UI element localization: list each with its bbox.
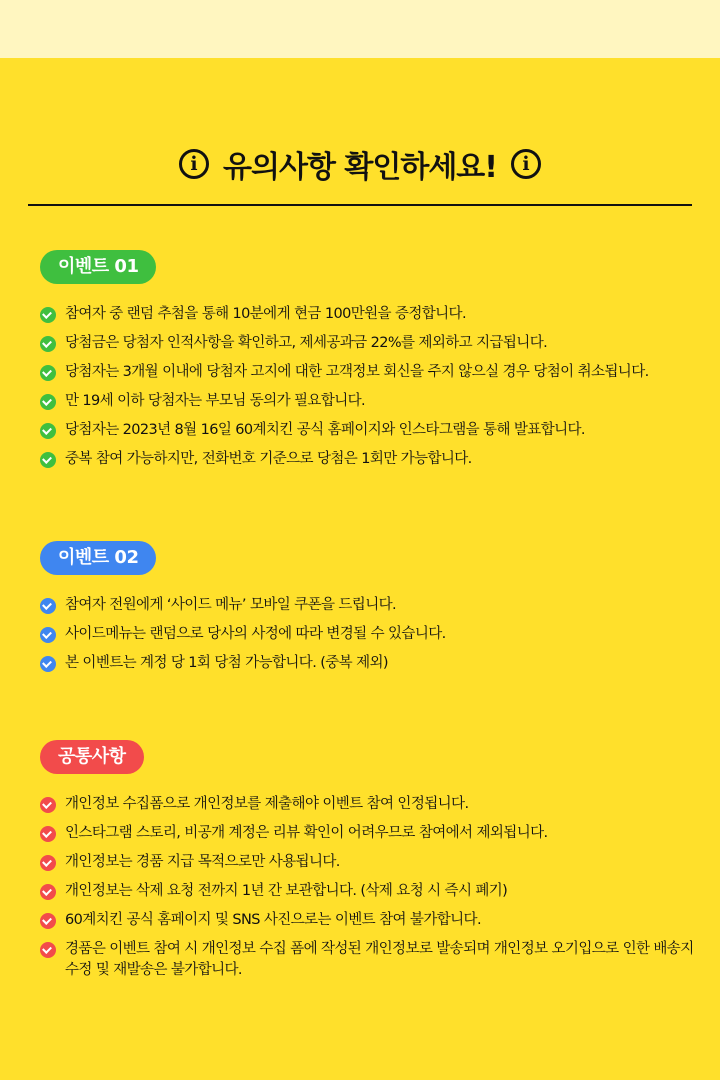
list-item (40, 333, 700, 354)
list-item-text: 개인정보는 경품 지급 목적으로만 사용됩니다. (65, 854, 340, 870)
event-01-list (40, 304, 700, 470)
list-item (40, 881, 700, 902)
check-circle-icon (40, 394, 56, 410)
list-item (40, 595, 700, 616)
check-circle-icon (40, 656, 56, 672)
common-notes-badge: 공통사항 (40, 740, 144, 774)
list-item-text: 당첨자는 3개월 이내에 당첨자 고지에 대한 고객정보 회신을 주지 않으실 경우 당첨이 취소됩니다. (65, 364, 649, 380)
common-notes-section (40, 740, 700, 989)
check-circle-icon (40, 855, 56, 871)
list-item-text: 당첨자는 2023년 8월 16일 60계치킨 공식 홈페이지와 인스타그램을 통해 발표합니다. (65, 422, 585, 438)
info-icon: i (179, 149, 209, 179)
list-item-text: 참여자 전원에게 ‘사이드 메뉴’ 모바일 쿠폰을 드립니다. (65, 597, 397, 613)
list-item-text: 본 이벤트는 계정 당 1회 당첨 가능합니다. (중복 제외) (65, 655, 388, 671)
event-01-badge: 이벤트 01 (40, 250, 156, 284)
check-circle-icon (40, 826, 56, 842)
check-circle-icon (40, 307, 56, 323)
list-item (40, 362, 700, 383)
list-item (40, 653, 700, 674)
list-item-text: 중복 참여 가능하지만, 전화번호 기준으로 당첨은 1회만 가능합니다. (65, 451, 472, 467)
top-band (0, 0, 720, 58)
event-02-list (40, 595, 700, 674)
list-item-text: 60계치킨 공식 홈페이지 및 SNS 사진으로는 이벤트 참여 불가합니다. (65, 912, 481, 928)
list-item (40, 624, 700, 645)
common-notes-list (40, 794, 700, 981)
list-item-text: 개인정보는 삭제 요청 전까지 1년 간 보관합니다. (삭제 요청 시 즉시 폐기) (65, 883, 508, 899)
list-item (40, 823, 700, 844)
list-item-text: 당첨금은 당첨자 인적사항을 확인하고, 제세공과금 22%를 제외하고 지급됩니다. (65, 335, 548, 351)
check-circle-icon (40, 365, 56, 381)
check-circle-icon (40, 942, 56, 958)
list-item (40, 852, 700, 873)
list-item-text: 만 19세 이하 당첨자는 부모님 동의가 필요합니다. (65, 393, 366, 409)
list-item (40, 391, 700, 412)
list-item (40, 939, 700, 981)
info-icon: i (511, 149, 541, 179)
title-divider (28, 204, 692, 206)
list-item (40, 449, 700, 470)
list-item-text: 참여자 중 랜덤 추첨을 통해 10분에게 현금 100만원을 증정합니다. (65, 306, 466, 322)
check-circle-icon (40, 423, 56, 439)
event-02-badge: 이벤트 02 (40, 541, 156, 575)
list-item-text: 개인정보 수집폼으로 개인정보를 제출해야 이벤트 참여 인정됩니다. (65, 796, 469, 812)
check-circle-icon (40, 797, 56, 813)
check-circle-icon (40, 627, 56, 643)
check-circle-icon (40, 913, 56, 929)
list-item (40, 910, 700, 931)
check-circle-icon (40, 336, 56, 352)
notice-title-row (0, 142, 720, 186)
check-circle-icon (40, 452, 56, 468)
list-item (40, 420, 700, 441)
list-item-text: 사이드메뉴는 랜덤으로 당사의 사정에 따라 변경될 수 있습니다. (65, 626, 446, 642)
page-title: 유의사항 확인하세요! (223, 150, 497, 185)
list-item (40, 304, 700, 325)
list-item-text: 경품은 이벤트 참여 시 개인정보 수집 폼에 작성된 개인정보로 발송되며 개인정보 오기입으로 인한 배송지 수정 및 재발송은 불가합니다. (65, 941, 694, 978)
check-circle-icon (40, 598, 56, 614)
list-item (40, 794, 700, 815)
check-circle-icon (40, 884, 56, 900)
event-02-section (40, 541, 700, 682)
event-01-section (40, 250, 700, 478)
list-item-text: 인스타그램 스토리, 비공개 계정은 리뷰 확인이 어려우므로 참여에서 제외됩니다. (65, 825, 548, 841)
